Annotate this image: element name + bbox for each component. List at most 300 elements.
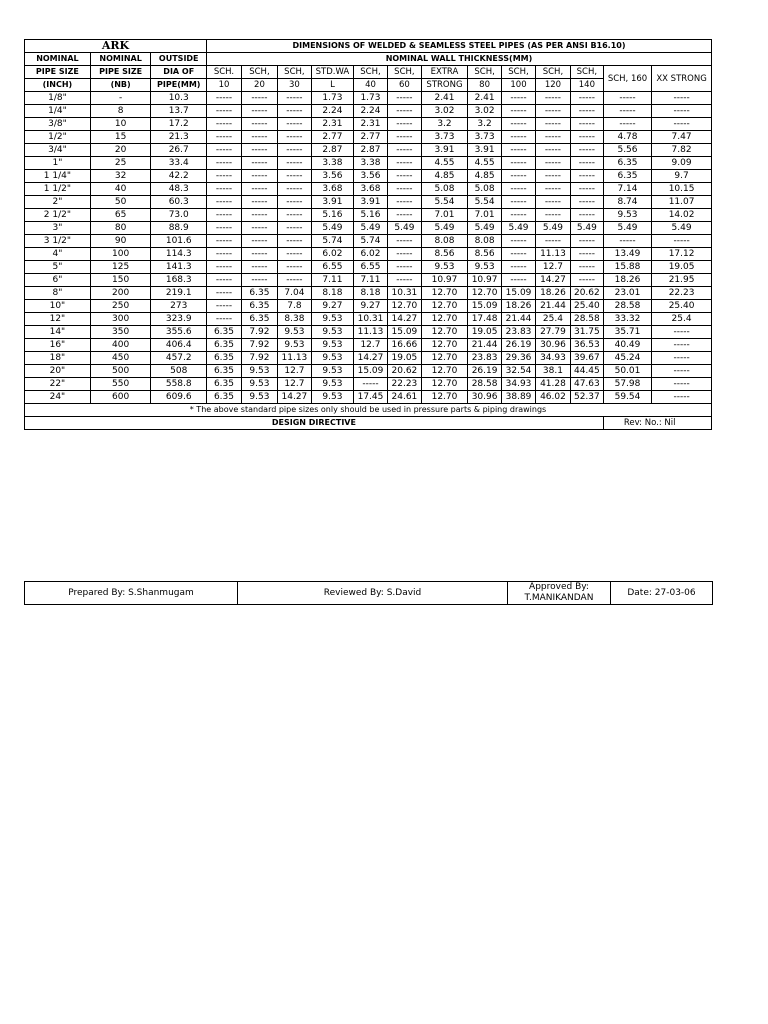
table-cell: ----- [387,235,421,248]
table-cell: ----- [241,248,277,261]
table-cell: 3.91 [354,196,388,209]
table-cell: ----- [502,235,536,248]
table-cell: 36.53 [570,339,603,352]
table-cell: 5.49 [502,222,536,235]
table-cell: 34.93 [502,378,536,391]
table-cell: 3 1/2" [25,235,91,248]
approved-by [508,582,611,605]
table-cell: 9.53 [241,378,277,391]
table-cell: 50 [90,196,151,209]
table-cell: 27.79 [535,326,570,339]
table-cell: 9.27 [354,300,388,313]
table-cell: ----- [387,157,421,170]
table-cell: 17.2 [151,118,207,131]
table-cell: 9.53 [241,365,277,378]
table-cell: ----- [502,170,536,183]
table-row [25,313,712,326]
table-row [25,183,712,196]
table-cell: ----- [207,235,242,248]
date: Date: 27-03-06 [611,582,713,605]
table-cell: 11.07 [652,196,712,209]
table-cell: 4.78 [603,131,651,144]
table-cell: 28.58 [570,313,603,326]
table-cell: 12" [25,313,91,326]
table-cell: 6.35 [207,339,242,352]
table-cell: 39.67 [570,352,603,365]
table-cell: 20.62 [387,365,421,378]
table-cell: 6.35 [603,170,651,183]
table-cell: ----- [277,261,311,274]
table-cell: 12.7 [277,378,311,391]
table-cell: ----- [277,183,311,196]
table-cell: 15.09 [387,326,421,339]
table-cell: 18.26 [535,287,570,300]
table-row [25,287,712,300]
table-cell: 3.2 [421,118,467,131]
table-cell: 1 1/4" [25,170,91,183]
col-nb-header-2: PIPE SIZE [90,66,151,79]
schedule-header-top: SCH, [277,66,311,79]
table-cell: ----- [207,157,242,170]
table-cell: 22.23 [387,378,421,391]
table-cell: 508 [151,365,207,378]
table-cell: 25.40 [652,300,712,313]
sch160-header: SCH, 160 [603,66,651,92]
table-row [25,274,712,287]
table-cell: 2.87 [311,144,353,157]
table-cell: 114.3 [151,248,207,261]
table-cell: 20 [90,144,151,157]
table-cell: ----- [207,287,242,300]
table-cell: ----- [241,183,277,196]
table-cell: 7.92 [241,352,277,365]
table-cell: 11.13 [354,326,388,339]
table-row [25,170,712,183]
table-cell: 9.53 [311,391,353,404]
table-row [25,92,712,105]
table-cell: 550 [90,378,151,391]
table-cell: 450 [90,352,151,365]
table-cell: 8 [90,105,151,118]
table-cell: 17.45 [354,391,388,404]
table-cell: ----- [535,118,570,131]
col-od-header-2: DIA OF [151,66,207,79]
col-od-header-1: OUTSIDE [151,53,207,66]
table-cell: ----- [241,131,277,144]
table-cell: 8.38 [277,313,311,326]
schedule-header-bottom: 80 [468,79,502,92]
table-cell: ----- [502,105,536,118]
table-cell: 600 [90,391,151,404]
table-cell: 28.58 [468,378,502,391]
table-cell: ----- [502,209,536,222]
table-cell: ----- [603,118,651,131]
table-cell: ----- [570,170,603,183]
table-cell: 1.73 [311,92,353,105]
table-cell: 1/4" [25,105,91,118]
table-cell: 9.53 [277,326,311,339]
table-cell: 23.83 [502,326,536,339]
table-cell: 10.15 [652,183,712,196]
table-cell: 7.01 [468,209,502,222]
table-cell: 5.49 [535,222,570,235]
table-cell: ----- [570,209,603,222]
table-cell: 73.0 [151,209,207,222]
table-cell: ----- [207,300,242,313]
table-cell: ----- [652,365,712,378]
table-cell: 9.7 [652,170,712,183]
table-cell: 8.56 [421,248,467,261]
table-cell: 5.49 [354,222,388,235]
table-cell: 31.75 [570,326,603,339]
table-row [25,235,712,248]
table-cell: ----- [277,105,311,118]
col-od-header-3: PIPE(MM) [151,79,207,92]
table-cell: ----- [241,144,277,157]
table-cell: 40.49 [603,339,651,352]
table-cell: 28.58 [603,300,651,313]
table-cell: ----- [535,170,570,183]
table-cell: ----- [502,131,536,144]
table-cell: 6.35 [207,365,242,378]
table-cell: 14.02 [652,209,712,222]
table-cell: 11.13 [277,352,311,365]
approved-by-name: T.MANIKANDAN [524,593,594,603]
table-cell: 7.92 [241,339,277,352]
table-cell: ----- [570,157,603,170]
table-cell: 5.54 [421,196,467,209]
table-cell: ----- [535,92,570,105]
table-cell: 18" [25,352,91,365]
table-cell: 20" [25,365,91,378]
table-row [25,261,712,274]
table-cell: 400 [90,339,151,352]
table-cell: 150 [90,274,151,287]
table-cell: 6" [25,274,91,287]
table-cell: 18.26 [502,300,536,313]
table-cell: ----- [570,235,603,248]
table-cell: ----- [652,378,712,391]
table-cell: ----- [652,391,712,404]
table-cell: 16.66 [387,339,421,352]
table-cell: 100 [90,248,151,261]
table-cell: 4.55 [468,157,502,170]
usage-note: * The above standard pipe sizes only should be used in pressure parts & piping drawings [25,404,712,417]
table-cell: 5.49 [387,222,421,235]
table-cell: ----- [241,235,277,248]
table-cell: 14.27 [535,274,570,287]
table-cell: - [90,92,151,105]
table-cell: 34.93 [535,352,570,365]
table-cell: 19.05 [387,352,421,365]
table-cell: 350 [90,326,151,339]
table-cell: 1/2" [25,131,91,144]
table-cell: ----- [207,118,242,131]
table-cell: 16" [25,339,91,352]
table-cell: 2.41 [421,92,467,105]
table-cell: 10.31 [387,287,421,300]
table-cell: 3.91 [468,144,502,157]
schedule-header-bottom: STRONG [421,79,467,92]
table-cell: ----- [652,235,712,248]
table-cell: ----- [241,157,277,170]
table-cell: 7.14 [603,183,651,196]
table-cell: ----- [535,157,570,170]
table-cell: 22" [25,378,91,391]
table-cell: 609.6 [151,391,207,404]
table-cell: ----- [207,261,242,274]
table-cell: 25.4 [652,313,712,326]
table-cell: 7.8 [277,300,311,313]
table-cell: 10 [90,118,151,131]
table-cell: 9.53 [311,365,353,378]
table-cell: 15.09 [468,300,502,313]
table-cell: 2.77 [311,131,353,144]
table-cell: 7.92 [241,326,277,339]
table-cell: 60.3 [151,196,207,209]
table-cell: 6.55 [354,261,388,274]
table-row [25,209,712,222]
table-cell: 8.18 [354,287,388,300]
approved-by-label: Approved By: [529,582,589,592]
table-cell: ----- [207,248,242,261]
table-cell: 250 [90,300,151,313]
schedule-header-bottom: 120 [535,79,570,92]
table-cell: ----- [570,105,603,118]
table-cell: 12.70 [421,391,467,404]
table-cell: 24.61 [387,391,421,404]
table-cell: 21.3 [151,131,207,144]
table-cell: 12.70 [421,339,467,352]
table-cell: 44.45 [570,365,603,378]
table-cell: ----- [241,274,277,287]
table-cell: 9.53 [311,326,353,339]
table-cell: ----- [570,183,603,196]
table-cell: 5.08 [468,183,502,196]
table-row [25,391,712,404]
table-cell: 5.74 [354,235,388,248]
table-cell: 17.48 [468,313,502,326]
schedule-header-bottom: 40 [354,79,388,92]
table-cell: ----- [570,248,603,261]
table-cell: 4.85 [468,170,502,183]
table-cell: 9.09 [652,157,712,170]
nominal-wall-header: NOMINAL WALL THICKNESS(MM) [207,53,712,66]
table-cell: 3.02 [421,105,467,118]
schedule-header-bottom: 140 [570,79,603,92]
table-cell: ----- [277,157,311,170]
table-cell: ----- [241,105,277,118]
table-cell: 59.54 [603,391,651,404]
table-cell: 4.85 [421,170,467,183]
table-cell: 9.53 [277,339,311,352]
table-cell: 2" [25,196,91,209]
table-cell: ----- [570,261,603,274]
table-cell: 8" [25,287,91,300]
table-cell: ----- [502,261,536,274]
table-cell: 21.44 [468,339,502,352]
table-cell: ----- [241,118,277,131]
table-cell: 10.31 [354,313,388,326]
table-cell: ----- [570,144,603,157]
company-name: ARK [25,40,207,53]
table-cell: ----- [535,144,570,157]
table-cell: ----- [603,92,651,105]
xx-strong-header: XX STRONG [652,66,712,92]
table-cell: 10.97 [421,274,467,287]
table-cell: 6.02 [354,248,388,261]
table-cell: 12.70 [387,300,421,313]
table-cell: ----- [207,274,242,287]
table-title: DIMENSIONS OF WELDED & SEAMLESS STEEL PIPES (AS PER ANSI B16.10) [207,40,712,53]
table-cell: 9.53 [311,339,353,352]
schedule-header-top: SCH, [468,66,502,79]
table-cell: 32 [90,170,151,183]
table-cell: ----- [241,222,277,235]
table-cell: ----- [502,118,536,131]
table-row [25,105,712,118]
table-cell: 1.73 [354,92,388,105]
table-cell: 5.49 [421,222,467,235]
table-row [25,248,712,261]
schedule-header-top: STD.WA [311,66,353,79]
table-cell: ----- [652,339,712,352]
table-cell: 1" [25,157,91,170]
table-cell: ----- [277,274,311,287]
table-cell: 19.05 [652,261,712,274]
table-cell: 14" [25,326,91,339]
table-cell: 25 [90,157,151,170]
table-row [25,157,712,170]
table-cell: 18.26 [603,274,651,287]
table-cell: ----- [502,183,536,196]
table-cell: ----- [387,209,421,222]
table-cell: 3.73 [421,131,467,144]
table-cell: 5.49 [652,222,712,235]
table-cell: 200 [90,287,151,300]
table-cell: 406.4 [151,339,207,352]
design-directive: DESIGN DIRECTIVE [25,417,604,430]
table-cell: ----- [502,248,536,261]
table-cell: 8.08 [421,235,467,248]
table-cell: ----- [502,274,536,287]
table-row [25,222,712,235]
col-inch-header-2: PIPE SIZE [25,66,91,79]
table-cell: 65 [90,209,151,222]
table-cell: ----- [277,222,311,235]
table-cell: ----- [387,248,421,261]
table-cell: 19.05 [468,326,502,339]
table-cell: 50.01 [603,365,651,378]
table-cell: ----- [387,144,421,157]
schedule-header-bottom: L [311,79,353,92]
schedule-header-top: SCH, [354,66,388,79]
table-cell: 5.54 [468,196,502,209]
schedule-header-bottom: 20 [241,79,277,92]
table-cell: 3.56 [354,170,388,183]
table-cell: 12.70 [421,287,467,300]
table-cell: ----- [241,261,277,274]
table-cell: ----- [387,118,421,131]
schedule-header-bottom: 30 [277,79,311,92]
table-cell: 101.6 [151,235,207,248]
table-cell: 1/8" [25,92,91,105]
table-cell: 300 [90,313,151,326]
table-cell: ----- [241,92,277,105]
table-cell: ----- [502,92,536,105]
table-cell: 500 [90,365,151,378]
table-cell: ----- [277,92,311,105]
table-cell: 33.4 [151,157,207,170]
table-cell: 15.88 [603,261,651,274]
table-cell: ----- [277,144,311,157]
table-cell: 25.40 [570,300,603,313]
table-row [25,196,712,209]
table-cell: ----- [570,196,603,209]
table-cell: 9.53 [421,261,467,274]
table-cell: 6.35 [207,391,242,404]
table-cell: 46.02 [535,391,570,404]
table-row [25,300,712,313]
table-cell: 8.74 [603,196,651,209]
table-cell: 9.53 [311,313,353,326]
table-row [25,131,712,144]
table-cell: 12.7 [277,365,311,378]
table-cell: ----- [387,183,421,196]
table-cell: 8.56 [468,248,502,261]
table-row [25,144,712,157]
table-cell: 9.53 [311,352,353,365]
col-nb-header-1: NOMINAL [90,53,151,66]
table-cell: 7.01 [421,209,467,222]
table-cell: 10.97 [468,274,502,287]
table-cell: ----- [570,274,603,287]
table-cell: 141.3 [151,261,207,274]
table-cell: 3.2 [468,118,502,131]
table-cell: ----- [570,131,603,144]
table-cell: 9.53 [468,261,502,274]
table-cell: ----- [207,313,242,326]
table-cell: 17.12 [652,248,712,261]
table-cell: 47.63 [570,378,603,391]
table-cell: 3.91 [311,196,353,209]
table-cell: 5.49 [468,222,502,235]
table-cell: 12.7 [354,339,388,352]
table-cell: 14.27 [354,352,388,365]
table-cell: ----- [603,235,651,248]
col-inch-header-1: NOMINAL [25,53,91,66]
table-cell: 5.49 [311,222,353,235]
table-cell: 40 [90,183,151,196]
table-cell: 7.11 [354,274,388,287]
table-cell: 30.96 [535,339,570,352]
table-cell: 5.16 [311,209,353,222]
table-cell: ----- [207,183,242,196]
table-cell: 26.19 [502,339,536,352]
table-cell: 38.1 [535,365,570,378]
table-cell: 7.82 [652,144,712,157]
table-cell: 32.54 [502,365,536,378]
table-cell: 5.74 [311,235,353,248]
table-cell: 9.53 [311,378,353,391]
reviewed-by: Reviewed By: S.David [238,582,508,605]
table-cell: 15.09 [502,287,536,300]
col-inch-header-3: (INCH) [25,79,91,92]
table-cell: ----- [652,118,712,131]
table-cell: 13.7 [151,105,207,118]
schedule-header-top: SCH, [241,66,277,79]
table-cell: 23.01 [603,287,651,300]
